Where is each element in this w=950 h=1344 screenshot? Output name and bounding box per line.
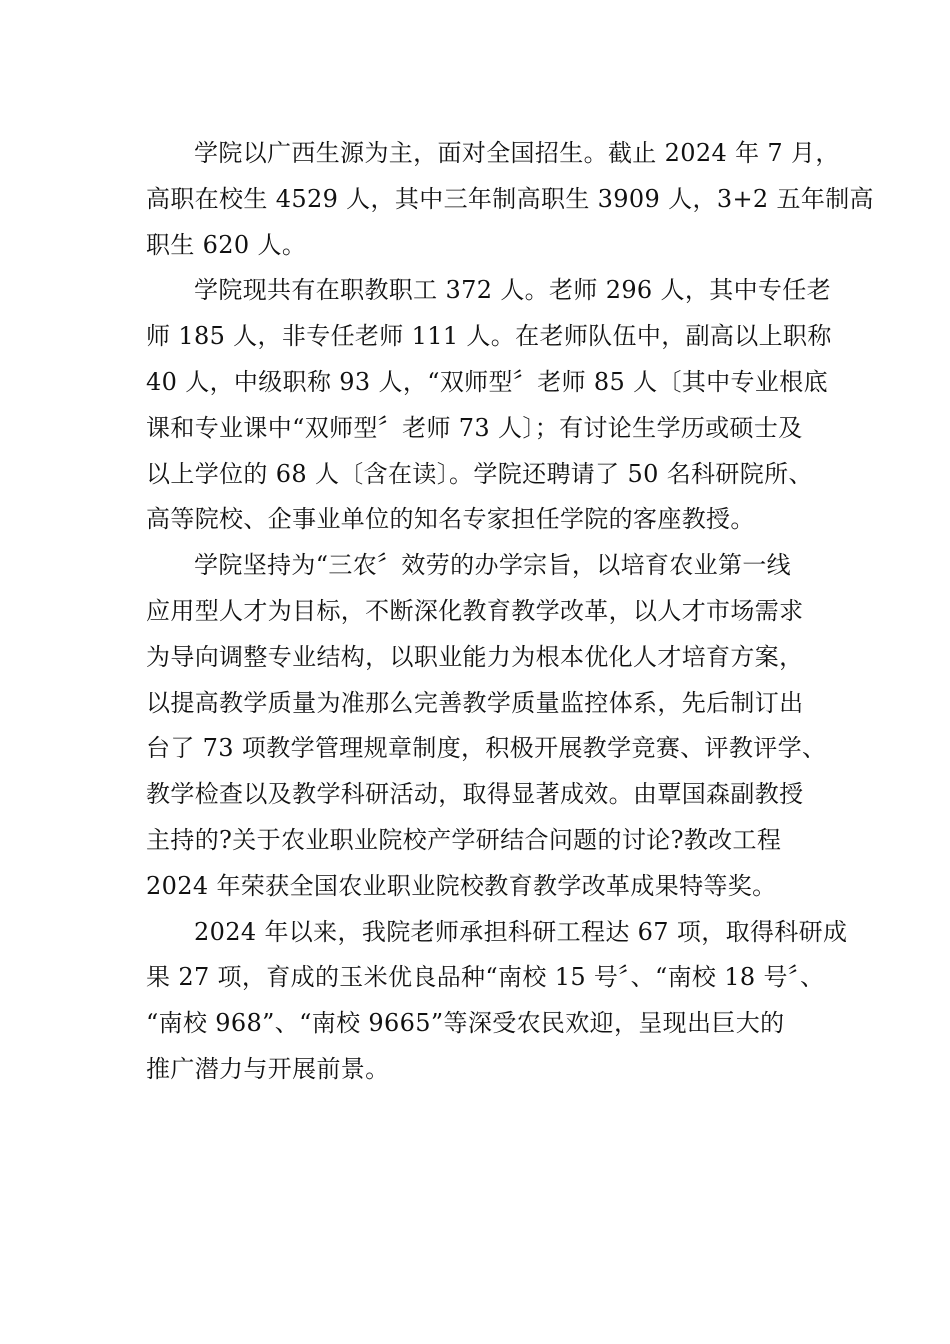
paragraph-line: 台了 73 项教学管理规章制度，积极开展教学竞赛、评教评学、 [146,734,827,763]
paragraph-line: 高等院校、企事业单位的知名专家担任学院的客座教授。 [146,505,755,534]
paragraph-line: 主持的?关于农业职业院校产学研结合问题的讨论?教改工程 [146,825,782,854]
paragraph-teaching [146,543,827,909]
paragraph-staff [146,268,832,543]
paragraph-line: 教学检查以及教学科研活动，取得显著成效。由覃国森副教授 [146,780,804,809]
paragraph-line: 为导向调整专业结构，以职业能力为根本优化人才培育方案， [146,642,804,671]
paragraph-line: 高职在校生 4529 人，其中三年制高职生 3909 人，3+2 五年制高 [146,184,874,213]
paragraph-line: “南校 968”、“南校 9665”等深受农民欢迎，呈现出巨大的 [146,1009,785,1038]
paragraph-line: 果 27 项，育成的玉米优良品种“南校 15 号〞、“南校 18 号〞、 [146,963,825,992]
paragraph-line: 40 人，中级职称 93 人，“双师型〞老师 85 人〔其中专业根底 [146,367,828,396]
document-page [146,131,874,1093]
paragraph-line: 学院坚持为“三农〞效劳的办学宗旨，以培育农业第一线 [194,551,792,580]
paragraph-enrollment [146,131,874,268]
paragraph-line: 2024 年以来，我院老师承担科研工程达 67 项，取得科研成 [194,917,848,946]
paragraph-line: 学院现共有在职教职工 372 人。老师 296 人，其中专任老 [194,276,831,305]
paragraph-line: 推广潜力与开展前景。 [146,1054,390,1083]
paragraph-line: 职生 620 人。 [146,230,307,259]
paragraph-line: 以上学位的 68 人〔含在读〕。学院还聘请了 50 名科研院所、 [146,459,813,488]
paragraph-research [146,910,848,1093]
paragraph-line: 师 185 人，非专任老师 111 人。在老师队伍中，副高以上职称 [146,322,832,351]
paragraph-line: 学院以广西生源为主，面对全国招生。截止 2024 年 7 月， [194,139,840,167]
paragraph-line: 以提高教学质量为准那么完善教学质量监控体系，先后制订出 [146,688,804,717]
paragraph-line: 应用型人才为目标，不断深化教育教学改革，以人才市场需求 [146,596,804,625]
paragraph-line: 2024 年荣获全国农业职业院校教育教学改革成果特等奖。 [146,871,777,900]
paragraph-line: 课和专业课中“双师型〞老师 73 人〕；有讨论生学历或硕士及 [146,413,803,442]
